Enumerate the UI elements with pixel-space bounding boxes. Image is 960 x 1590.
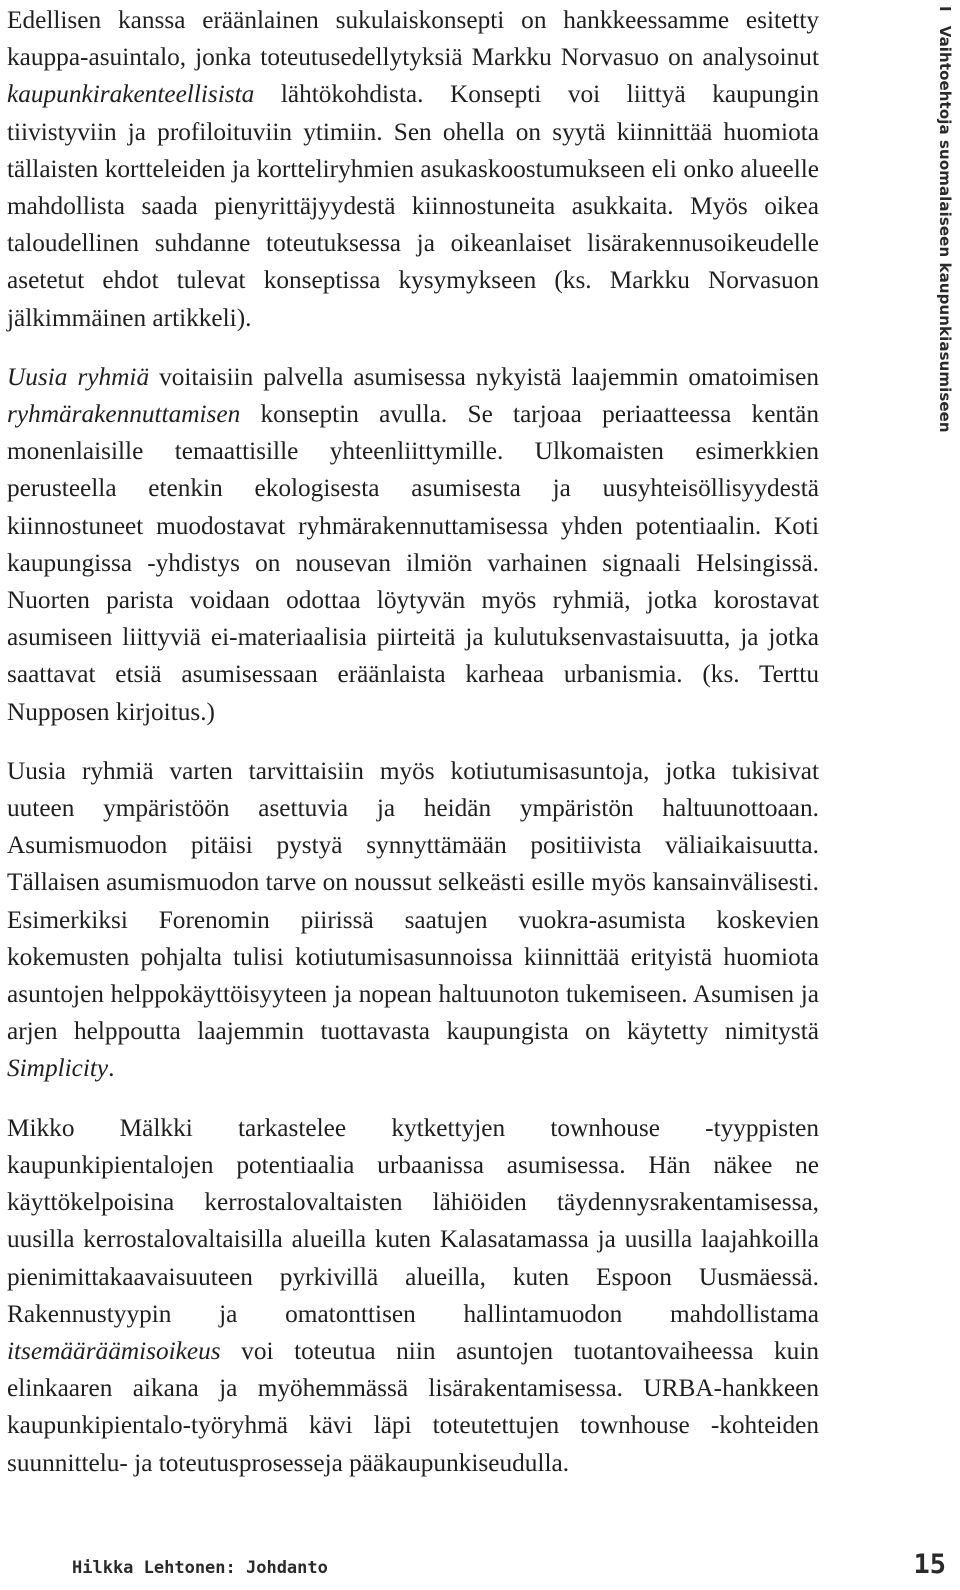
paragraph-text: voi toteutua niin asuntojen tuotantovaiheessa kuin elinkaaren aikana ja myöhemmässä lisärakentamisessa. URBA-hankkeen kaupunkipientalo-työryhmä kävi läpi toteutettujen townhouse -kohteiden suunnittelu- ja toteutusprosesseja pääkaupunkiseudulla. [7, 1336, 819, 1477]
paragraph-text: lähtökohdista. Konsepti voi liittyä kaupungin tiivistyviin ja profiloituviin ytimiin. Sen ohella on syytä kiinnittää huomiota tällaisten kortteleiden ja kortteliryhmien asukaskoostumukseen eli onko alueelle mahdollista saada pienyrittäjyydestä kiinnostuneita asukkaita. Myös oikea taloudellinen suhdanne toteutuksessa ja oikeanlaiset lisärakennusoikeudelle asetetut ehdot tulevat konseptissa kysymykseen (ks. Markku Norvasuon jälkimmäinen artikkeli). [7, 80, 819, 332]
paragraph-text: . [108, 1054, 115, 1083]
paragraph-4 [7, 1110, 819, 1482]
page-number: 15 [913, 1549, 946, 1580]
paragraph-emphasis: kaupunkirakenteellisista [7, 80, 255, 109]
chapter-roman-numeral: I [936, 6, 954, 12]
paragraph-1 [7, 2, 819, 337]
paragraph-emphasis: itsemääräämisoikeus [7, 1336, 221, 1365]
paragraph-text: Uusia ryhmiä varten tarvittaisiin myös kotiutumisasuntoja, jotka tukisivat uuteen ympäristöön asettuvia ja heidän ympäristön haltuunottoaan. Asumismuodon pitäisi pystyä synnyttämään positiivista väliaikaisuutta. Tällaisen asumismuodon tarve on noussut selkeästi esille myös kansainvälisesti. Esimerkiksi Forenomin piirissä saatujen vuokra-asumista koskevien kokemusten pohjalta tulisi kotiutumisasunnoissa kiinnittää erityistä huomiota asuntojen helppokäyttöisyyteen ja nopean haltuunoton tukemiseen. Asumisen ja arjen helppoutta laajemmin tuottavasta kaupungista on käytetty nimitystä [7, 756, 819, 1046]
page-body [7, 2, 819, 1504]
footer-author: Hilkka Lehtonen: Johdanto [72, 1558, 328, 1578]
paragraph-3 [7, 753, 819, 1088]
paragraph-emphasis: Simplicity [7, 1054, 109, 1083]
paragraph-text: Mikko Mälkki tarkastelee kytkettyjen townhouse -tyyppisten kaupunkipientalojen potentiaalia urbaanissa asumisessa. Hän näkee ne käyttökelpoisina kerrostalovaltaisten lähiöiden täydennysrakentamisessa, uusilla kerrostalovaltaisilla alueilla kuten Kalasatamassa ja uusilla laajahkoilla pienimittakaavaisuuteen pyrkivillä alueilla, kuten Espoon Uusmäessä. Rakennustyypin ja omatonttisen hallintamuodon mahdollistama [7, 1113, 819, 1328]
chapter-title: Vaihtoehtoja suomalaiseen kaupunkiasumiseen [936, 25, 954, 433]
paragraph-emphasis: Uusia ryhmiä [7, 362, 150, 391]
paragraph-emphasis: ryhmärakennuttamisen [7, 400, 241, 429]
paragraph-2 [7, 359, 819, 731]
chapter-side-tab [936, 6, 954, 433]
paragraph-text: voitaisiin palvella asumisessa nykyistä laajemmin omatoimisen [149, 362, 819, 391]
paragraph-text: konseptin avulla. Se tarjoaa periaatteessa kentän monenlaisille temaattisille yhteenliittymille. Ulkomaisten esimerkkien perusteella etenkin ekologisesta asumisesta ja uusyhteisöllisyydestä kiinnostuneet muodostavat ryhmärakennuttamisessa yhden potentiaalin. Koti kaupungissa -yhdistys on nousevan ilmiön varhainen signaali Helsingissä. Nuorten parista voidaan odottaa löytyvän myös ryhmiä, jotka korostavat asumiseen liittyviä ei-materiaalisia piirteitä ja kulutuksenvastaisuutta, ja jotka saattavat etsiä asumisessaan eräänlaista karheaa urbanismia. (ks. Terttu Nupposen kirjoitus.) [7, 400, 819, 726]
paragraph-text: Edellisen kanssa eräänlainen sukulaiskonsepti on hankkeessamme esitetty kauppa-asuintalo, jonka toteutusedellytyksiä Markku Norvasuo on analysoinut [7, 6, 819, 72]
